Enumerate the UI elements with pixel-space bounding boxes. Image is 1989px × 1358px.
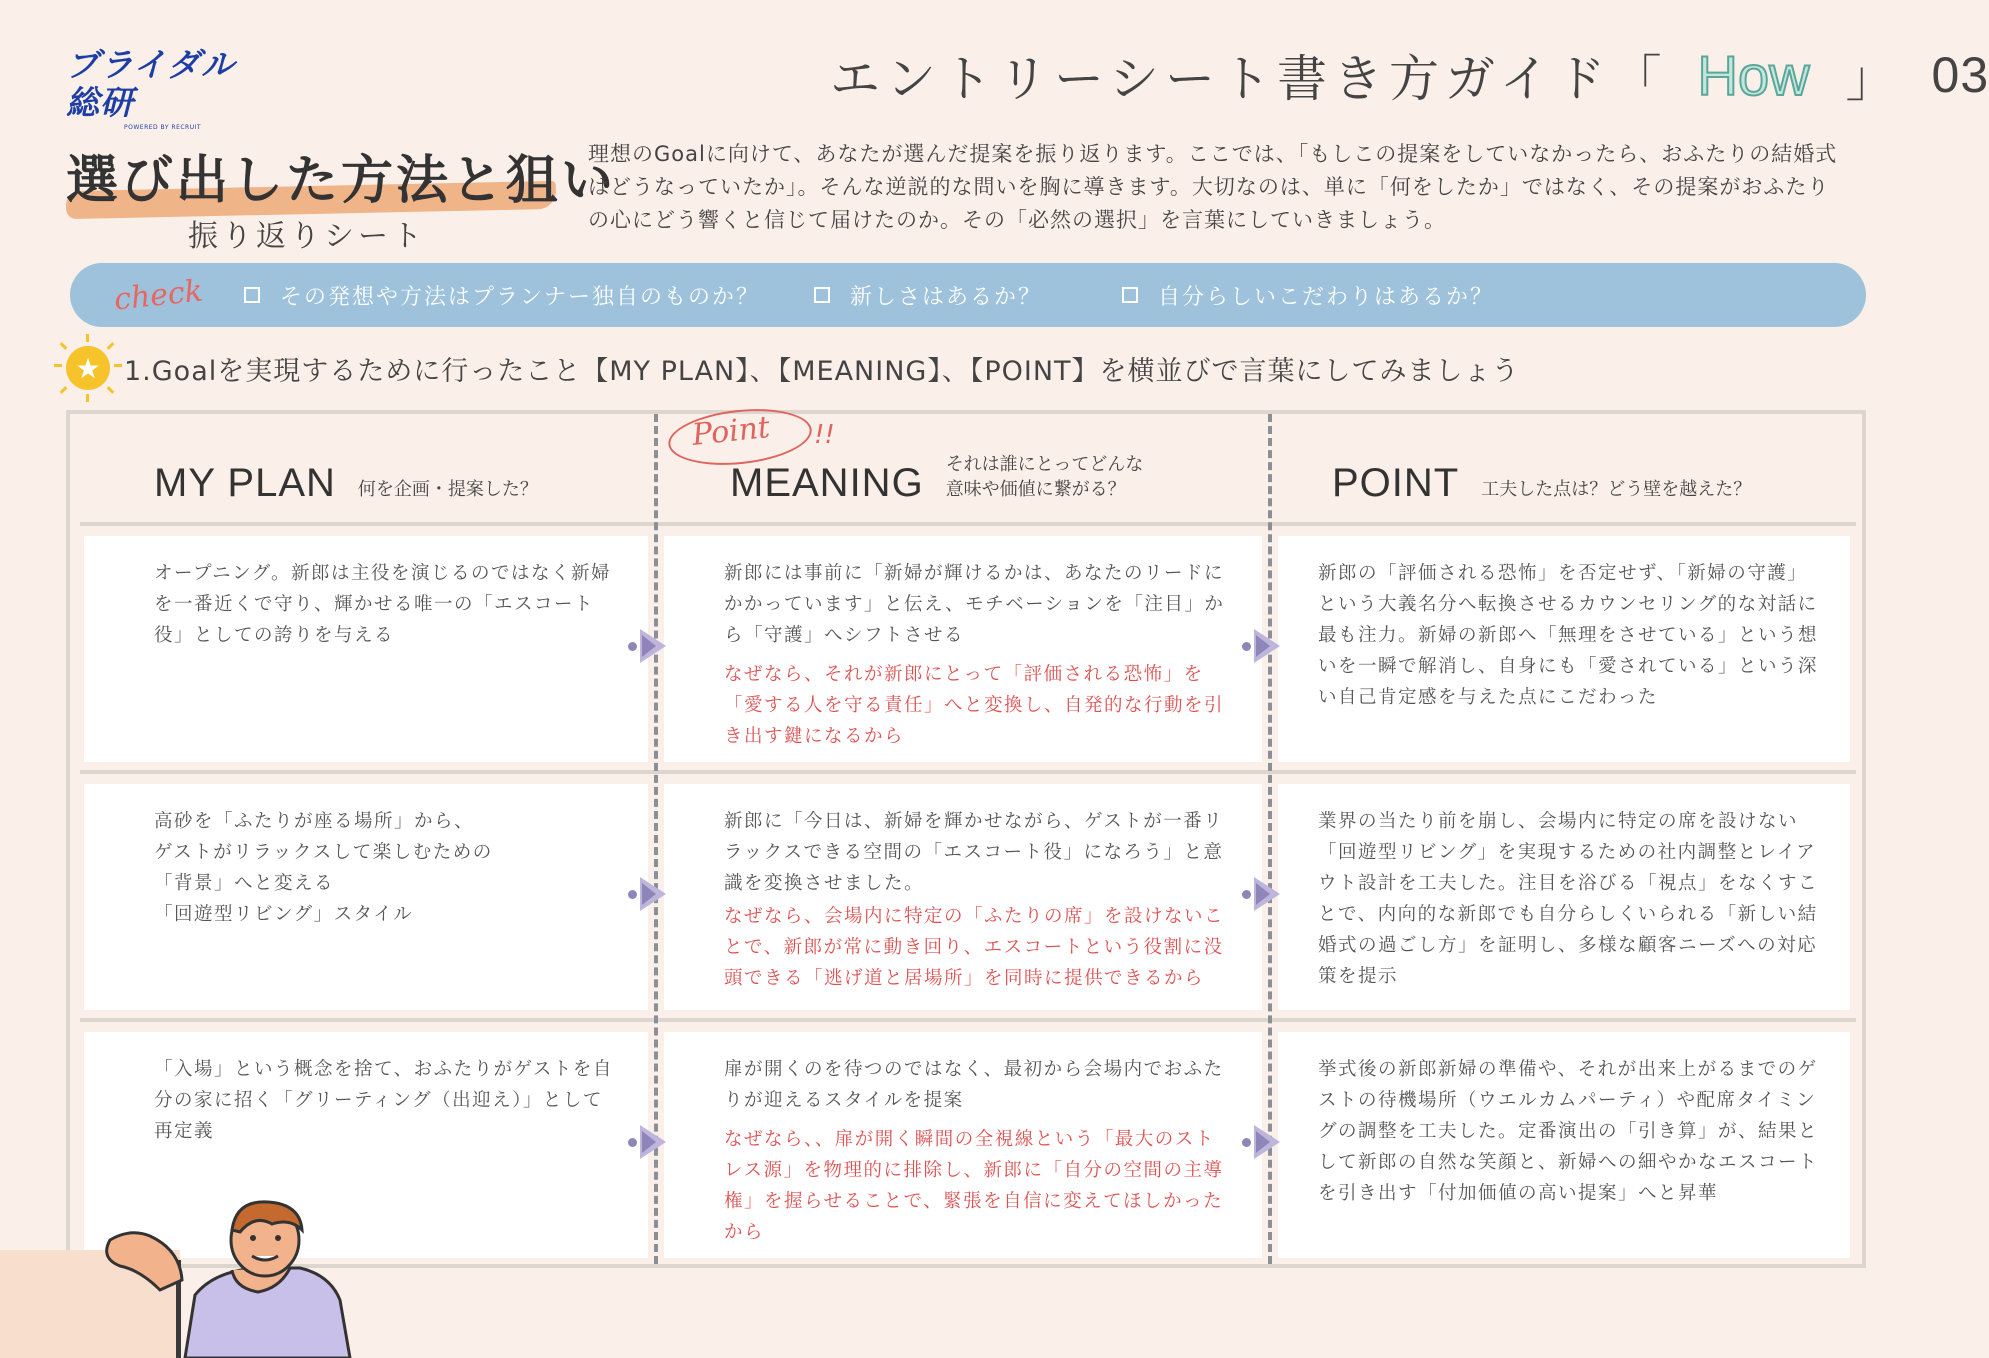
intro-paragraph: 理想のGoalに向けて、あなたが選んだ提案を振り返ります。ここでは、「もしこの提案をしていなかったら、おふたりの結婚式はどうなっていたか」。そんな逆説的な問いを胸に導きます。大切なのは、単に「何をしたか」ではなく、その提案がおふたりの心にどう響くと信じて届けたのか。その「必然の選択」を言葉にしていきましょう。 xyxy=(588,142,1838,232)
check-label: check xyxy=(112,273,205,318)
meaning-cell xyxy=(664,536,1262,762)
arrow-right-icon xyxy=(1242,876,1292,912)
meaning-reason: なぜなら、、扉が開く瞬間の全視線という「最大のストレス源」を物理的に排除し、新郎に「自分の空間の主導権」を握らせることで、緊張を自信に変えてほしかったから xyxy=(724,1129,1224,1243)
checkbox-icon[interactable] xyxy=(814,287,830,303)
title-suffix: 」 xyxy=(1845,50,1902,108)
plan-line: 「回遊型リビング」スタイル xyxy=(154,904,414,925)
logo-text: ブライダル総研 xyxy=(66,45,236,122)
document-title xyxy=(830,40,1989,110)
plan-cell: 「入場」という概念を捨て、おふたりがゲストを自分の家に招く「グリーティング（出迎え）」として再定義 xyxy=(84,1032,648,1258)
meaning-cell xyxy=(664,1032,1262,1258)
stamp-text: Point xyxy=(690,410,772,453)
checklist-item-text: 自分らしいこだわりはあるか？ xyxy=(1158,284,1495,310)
section-title: 選び出した方法と狙い xyxy=(66,151,617,211)
arrow-right-icon xyxy=(628,1124,678,1160)
plan-line: 高砂を「ふたりが座る場所」から、 xyxy=(154,811,475,832)
column-title: POINT xyxy=(1332,461,1460,505)
checklist-item[interactable] xyxy=(814,280,1042,311)
checklist-item[interactable] xyxy=(244,280,760,311)
step-heading xyxy=(66,346,1520,390)
page-number: 03 xyxy=(1931,47,1989,103)
column-hint-line: 意味や価値に繋がる？ xyxy=(945,479,1126,500)
plan-line: ゲストがリラックスして楽しむための xyxy=(154,842,493,863)
meaning-text: 新郎に「今日は、新婦を輝かせながら、ゲストが一番リラックスできる空間の「エスコート役」になろう」と意識を変換させました。 xyxy=(724,811,1224,894)
plan-cell xyxy=(84,784,648,1010)
row-divider xyxy=(80,770,1856,774)
logo-subtext: POWERED BY RECRUIT xyxy=(124,124,202,131)
point-cell: 挙式後の新郎新婦の準備や、それが出来上がるまでのゲストの待機場所（ウエルカムパーティ）や配席タイミングの調整を工夫した。定番演出の「引き算」が、結果として新郎の自然な笑顔と、新婦への細やかなエスコートを引き出す「付加価値の高い提案」へと昇華 xyxy=(1278,1032,1850,1258)
column-hint: 工夫した点は？どう壁を越えた？ xyxy=(1481,479,1752,500)
row-divider xyxy=(80,1018,1856,1022)
checklist-item[interactable] xyxy=(1122,280,1494,311)
star-icon: ★ xyxy=(66,346,110,390)
section-title-block xyxy=(66,138,617,255)
title-prefix: エントリーシート書き方ガイド「 xyxy=(830,50,1668,108)
reflection-table xyxy=(66,410,1866,1268)
title-accent: How xyxy=(1697,43,1810,107)
row-divider xyxy=(80,522,1856,526)
arrow-right-icon xyxy=(1242,628,1292,664)
character-illustration xyxy=(0,1200,420,1358)
meaning-text: 新郎には事前に「新婦が輝けるかは、あなたのリードにかかっています」と伝え、モチベーションを「注目」から「守護」へシフトさせる xyxy=(724,563,1225,646)
checkbox-icon[interactable] xyxy=(1122,287,1138,303)
meaning-reason: なぜなら、会場内に特定の「ふたりの席」を設けないことで、新郎が常に動き回り、エスコートという役割に没頭できる「逃げ道と居場所」を同時に提供できるから xyxy=(724,906,1225,989)
column-title: MEANING xyxy=(730,461,924,505)
column-header-plan xyxy=(154,414,714,524)
arrow-right-icon xyxy=(628,628,678,664)
column-hint xyxy=(946,452,1144,502)
stamp-exclamation: !! xyxy=(814,420,835,450)
meaning-text: 扉が開くのを待つのではなく、最初から会場内でおふたりが迎えるスタイルを提案 xyxy=(724,1059,1224,1111)
meaning-reason: なぜなら、それが新郎にとって「評価される恐怖」を「愛する人を守る責任」へと変換し、自発的な行動を引き出す鍵になるから xyxy=(724,664,1225,747)
arrow-right-icon xyxy=(628,876,678,912)
section-subtitle: 振り返りシート xyxy=(188,219,426,254)
column-hint-line: それは誰にとってどんな xyxy=(945,454,1144,475)
meaning-cell xyxy=(664,784,1262,1010)
step-text: 1.Goalを実現するために行ったこと【MY PLAN】、【MEANING】、【POINT】を横並びで言葉にしてみましょう xyxy=(124,355,1520,387)
plan-line: 「背景」へと変える xyxy=(154,873,335,894)
checklist-item-text: その発想や方法はプランナー独自のものか？ xyxy=(280,284,761,310)
checklist-bar xyxy=(70,263,1866,327)
arrow-right-icon xyxy=(1242,1124,1292,1160)
point-cell: 新郎の「評価される恐怖」を否定せず、「新婦の守護」という大義名分へ転換させるカウンセリング的な対話に最も注力。新婦の新郎へ「無理をさせている」という想いを一瞬で解消し、自身にも「愛されている」という深い自己肯定感を与えた点にこだわった xyxy=(1278,536,1850,762)
column-header-point xyxy=(1332,414,1852,524)
column-hint: 何を企画・提案した？ xyxy=(357,479,538,500)
point-cell: 業界の当たり前を崩し、会場内に特定の席を設けない「回遊型リビング」を実現するための社内調整とレイアウト設計を工夫した。注目を浴びる「視点」をなくすことで、内向的な新郎でも自分らしくいられる「新しい結婚式の過ごし方」を証明し、多様な顧客ニーズへの対応策を提示 xyxy=(1278,784,1850,1010)
checklist-item-text: 新しさはあるか？ xyxy=(850,284,1043,310)
point-stamp xyxy=(664,404,835,464)
plan-cell: オープニング。新郎は主役を演じるのではなく新婦を一番近くで守り、輝かせる唯一の「エスコート役」としての誇りを与える xyxy=(84,536,648,762)
column-title: MY PLAN xyxy=(154,461,336,505)
brand-logo xyxy=(66,45,256,131)
checkbox-icon[interactable] xyxy=(244,287,260,303)
